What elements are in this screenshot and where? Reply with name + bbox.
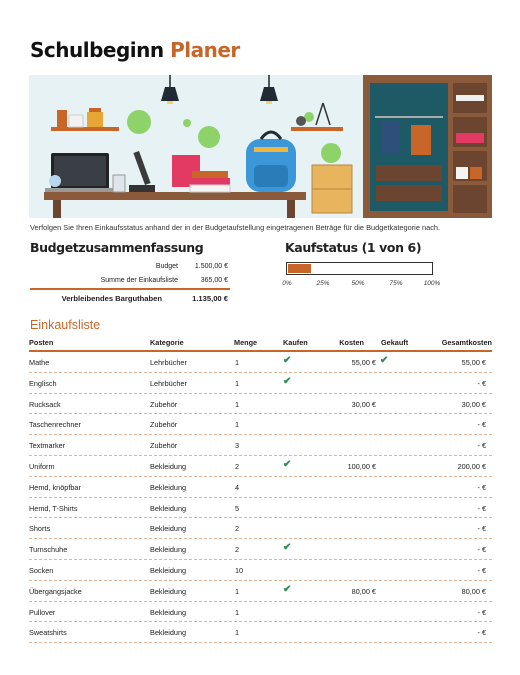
budget-divider — [30, 288, 230, 290]
cell-kategorie: Bekleidung — [150, 586, 187, 596]
purchase-progress-fill — [288, 264, 311, 273]
progress-tick: 0% — [282, 280, 292, 287]
cell-posten: Englisch — [29, 378, 57, 388]
cell-menge[interactable]: 2 — [235, 461, 240, 471]
cell-menge[interactable]: 2 — [235, 524, 240, 534]
cell-menge[interactable]: 1 — [235, 420, 240, 430]
cell-posten: Socken — [29, 565, 54, 575]
table-row[interactable] — [29, 539, 492, 560]
shopping-list-heading: Einkaufsliste — [30, 318, 101, 332]
cell-menge[interactable]: 10 — [235, 565, 244, 575]
progress-ticks — [280, 280, 450, 290]
cell-kategorie: Zubehör — [150, 441, 178, 451]
table-header — [29, 338, 492, 352]
cell-menge[interactable]: 1 — [235, 378, 240, 388]
cell-gesamtkosten: - € — [477, 565, 486, 575]
cell-menge[interactable]: 1 — [235, 399, 240, 409]
budget-heading: Budgetzusammenfassung — [30, 240, 204, 255]
desk-illustration — [29, 75, 492, 218]
cell-gesamtkosten: - € — [477, 545, 486, 555]
budget-total-label: Verbleibendes Barguthaben — [61, 294, 162, 303]
cell-kategorie: Zubehör — [150, 420, 178, 430]
table-row[interactable] — [29, 435, 492, 456]
cell-menge[interactable]: 1 — [235, 628, 240, 638]
cell-posten: Sweatshirts — [29, 628, 67, 638]
cell-gesamtkosten: - € — [477, 420, 486, 430]
column-header-gesamtkosten: Gesamtkosten — [441, 338, 492, 347]
table-row[interactable] — [29, 373, 492, 394]
cell-posten: Uniform — [29, 461, 55, 471]
cell-menge[interactable]: 1 — [235, 607, 240, 617]
kaufen-check-icon[interactable]: ✔ — [283, 458, 292, 470]
gekauft-check-icon[interactable]: ✔ — [380, 355, 389, 366]
table-row[interactable] — [29, 456, 492, 477]
cell-kosten[interactable]: 80,00 € — [351, 586, 376, 596]
budget-row-value: 1.500,00 € — [194, 263, 228, 270]
cell-gesamtkosten: - € — [477, 378, 486, 388]
cell-menge[interactable]: 5 — [235, 503, 240, 513]
table-row[interactable] — [29, 602, 492, 623]
budget-row-label: Budget — [155, 263, 178, 270]
title-part1: Schulbeginn — [30, 38, 164, 62]
table-row[interactable] — [29, 560, 492, 581]
intro-text: Verfolgen Sie Ihren Einkaufsstatus anhand der in der Budgetaufstellung eingetragenen Beträge für die Budgetkategorie nach. — [30, 223, 441, 232]
cell-posten: Turnschuhe — [29, 545, 68, 555]
cell-menge[interactable]: 1 — [235, 586, 240, 596]
table-row[interactable] — [29, 414, 492, 435]
cell-kategorie: Bekleidung — [150, 503, 187, 513]
cell-gesamtkosten: - € — [477, 503, 486, 513]
progress-tick: 75% — [389, 280, 403, 287]
cell-gesamtkosten: - € — [477, 524, 486, 534]
table-row[interactable] — [29, 477, 492, 498]
table-row[interactable] — [29, 581, 492, 602]
cell-gesamtkosten: - € — [477, 441, 486, 451]
table-row[interactable] — [29, 394, 492, 415]
cell-gesamtkosten: 55,00 € — [461, 358, 486, 367]
cell-gesamtkosten: - € — [477, 607, 486, 617]
cell-kategorie: Bekleidung — [150, 482, 187, 492]
cell-kosten[interactable]: 30,00 € — [351, 399, 376, 409]
column-header-kategorie: Kategorie — [150, 338, 184, 347]
status-heading: Kaufstatus (1 von 6) — [285, 240, 422, 255]
kaufen-check-icon[interactable]: ✔ — [283, 583, 292, 595]
table-row[interactable] — [29, 498, 492, 519]
cell-gesamtkosten: - € — [477, 482, 486, 492]
column-header-gekauft: Gekauft — [381, 338, 409, 347]
cell-posten: Rucksack — [29, 399, 61, 409]
table-row[interactable] — [29, 518, 492, 539]
kaufen-check-icon[interactable]: ✔ — [283, 355, 292, 366]
budget-row — [30, 263, 230, 277]
cell-kosten[interactable]: 55,00 € — [351, 358, 376, 367]
cell-posten: Textmarker — [29, 441, 66, 451]
cell-kategorie: Bekleidung — [150, 461, 187, 471]
cell-gesamtkosten: 30,00 € — [461, 399, 486, 409]
table-row[interactable] — [29, 352, 492, 373]
column-header-kaufen: Kaufen — [283, 338, 308, 347]
purchase-progress-bar — [286, 262, 433, 275]
budget-row-value: 365,00 € — [200, 277, 228, 284]
cell-posten: Hemd, knöpfbar — [29, 482, 81, 492]
budget-row-label: Summe der Einkaufsliste — [100, 277, 178, 284]
cell-kategorie: Bekleidung — [150, 628, 187, 638]
cell-menge[interactable]: 2 — [235, 545, 240, 555]
progress-tick: 100% — [423, 280, 441, 287]
cell-kosten[interactable]: 100,00 € — [347, 461, 376, 471]
kaufen-check-icon[interactable]: ✔ — [283, 375, 292, 387]
cell-posten: Übergangsjacke — [29, 586, 82, 596]
cell-kategorie: Lehrbücher — [150, 358, 187, 367]
cell-kategorie: Bekleidung — [150, 545, 187, 555]
cell-kategorie: Lehrbücher — [150, 378, 187, 388]
title-part2: Planer — [170, 38, 240, 62]
progress-tick: 50% — [351, 280, 365, 287]
budget-total-row — [30, 294, 230, 308]
table-row[interactable] — [29, 622, 492, 643]
cell-gesamtkosten: 80,00 € — [461, 586, 486, 596]
column-header-menge: Menge — [234, 338, 258, 347]
page-title — [30, 38, 240, 62]
cell-menge[interactable]: 3 — [235, 441, 240, 451]
cell-menge[interactable]: 4 — [235, 482, 240, 492]
cell-kategorie: Bekleidung — [150, 607, 187, 617]
column-header-kosten: Kosten — [339, 338, 364, 347]
cell-kategorie: Bekleidung — [150, 524, 187, 534]
cell-kategorie: Zubehör — [150, 399, 178, 409]
shopping-list-table — [29, 352, 492, 643]
cell-posten: Taschenrechner — [29, 420, 81, 430]
cell-posten: Mathe — [29, 358, 50, 367]
cell-posten: Shorts — [29, 524, 51, 534]
cell-posten: Pullover — [29, 607, 56, 617]
cell-gesamtkosten: - € — [477, 628, 486, 638]
budget-total-value: 1.135,00 € — [192, 294, 228, 303]
cell-kategorie: Bekleidung — [150, 565, 187, 575]
cell-posten: Hemd, T-Shirts — [29, 503, 78, 513]
kaufen-check-icon[interactable]: ✔ — [283, 542, 292, 554]
column-header-posten: Posten — [29, 338, 54, 347]
progress-tick: 25% — [316, 280, 330, 287]
cell-gesamtkosten: 200,00 € — [457, 461, 486, 471]
cell-menge[interactable]: 1 — [235, 358, 240, 367]
